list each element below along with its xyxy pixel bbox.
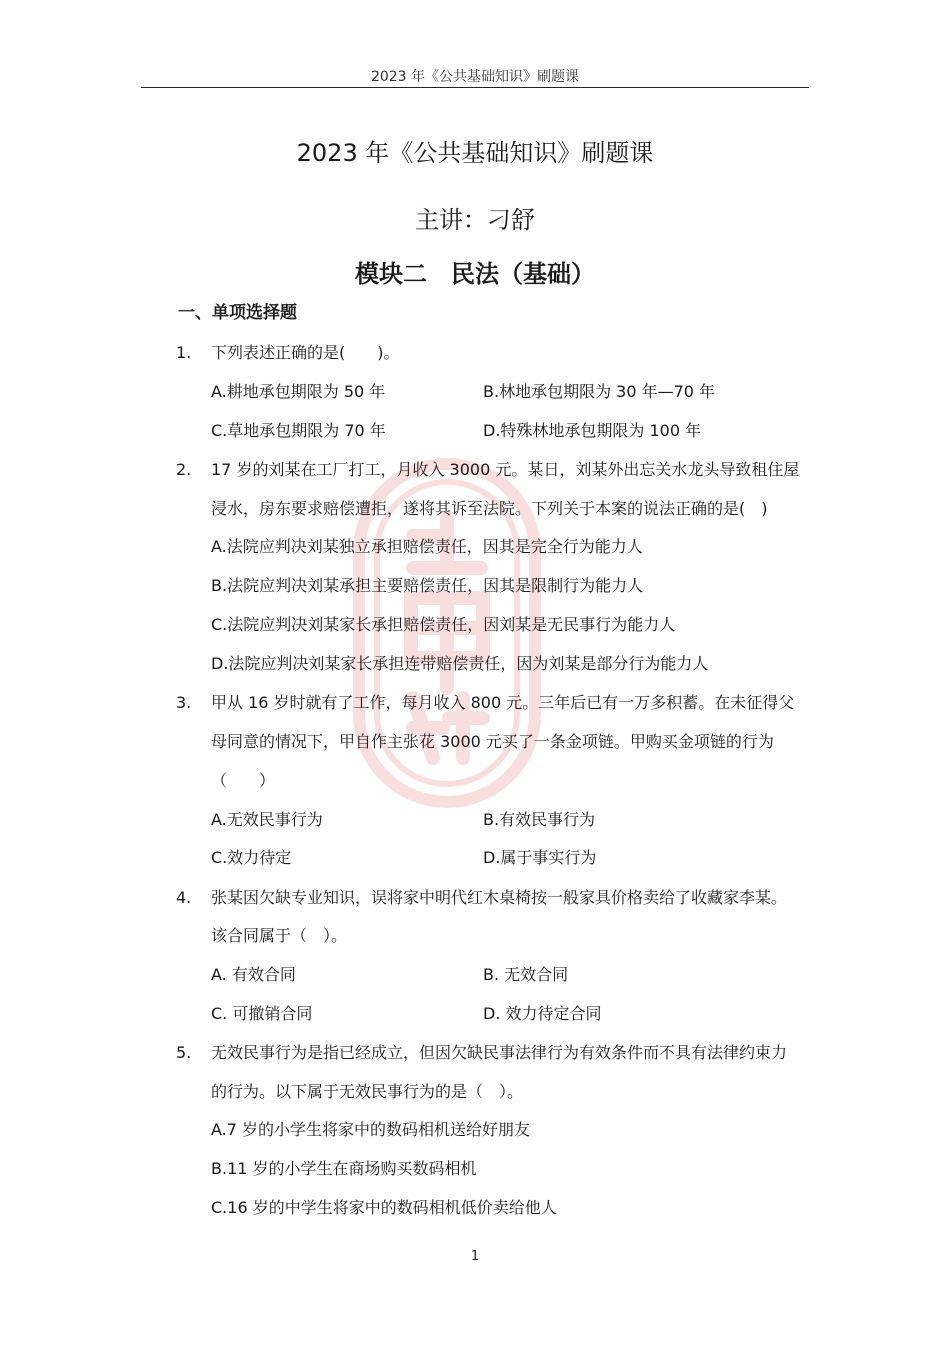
- answer-option: C. 可撤销合同: [211, 1004, 313, 1023]
- answer-option: D.属于事实行为: [483, 848, 597, 867]
- answer-option: C.效力待定: [211, 848, 292, 867]
- answer-option: A.法院应判决刘某独立承担赔偿责任，因其是完全行为能力人: [211, 537, 643, 556]
- question-text: 17 岁的刘某在工厂打工，月收入 3000 元。某日，刘某外出忘关水龙头导致租住屋: [211, 460, 800, 479]
- module-heading: 模块二 民法（基础）: [355, 260, 595, 288]
- document-title: 2023 年《公共基础知识》刷题课: [296, 139, 654, 167]
- answer-option: C.法院应判决刘某家长承担赔偿责任，因刘某是无民事行为能力人: [211, 615, 676, 634]
- question-number: 5.: [176, 1043, 192, 1062]
- question-text: 浸水，房东要求赔偿遭拒，遂将其诉至法院。下列关于本案的说法正确的是( ): [211, 499, 768, 518]
- question-number: 3.: [176, 693, 192, 712]
- question-text: 该合同属于（ ）。: [211, 926, 348, 945]
- answer-option: A. 有效合同: [211, 965, 296, 984]
- answer-option: D.特殊林地承包期限为 100 年: [483, 421, 702, 440]
- header-divider: [141, 87, 809, 88]
- question-number: 4.: [176, 888, 192, 907]
- question-text: 母同意的情况下，甲自作主张花 3000 元买了一条金项链。甲购买金项链的行为: [211, 732, 774, 751]
- answer-option: C.草地承包期限为 70 年: [211, 421, 386, 440]
- question-number: 2.: [176, 460, 192, 479]
- answer-option: B.法院应判决刘某承担主要赔偿责任，因其是限制行为能力人: [211, 576, 644, 595]
- answer-option: B.林地承包期限为 30 年—70 年: [483, 382, 716, 401]
- answer-option: C.16 岁的中学生将家中的数码相机低价卖给他人: [211, 1198, 557, 1217]
- question-number: 1.: [176, 343, 192, 362]
- question-text: 下列表述正确的是( )。: [211, 343, 400, 362]
- answer-option: A.无效民事行为: [211, 810, 323, 829]
- page-number: 1: [470, 1249, 480, 1264]
- question-text: 甲从 16 岁时就有了工作，每月收入 800 元。三年后已有一万多积蓄。在未征得父: [211, 693, 795, 712]
- answer-option: A.7 岁的小学生将家中的数码相机送给好朋友: [211, 1120, 531, 1139]
- question-text: 无效民事行为是指已经成立，但因欠缺民事法律行为有效条件而不具有法律约束力: [211, 1043, 788, 1062]
- answer-option: B. 无效合同: [483, 965, 569, 984]
- answer-option: B.11 岁的小学生在商场购买数码相机: [211, 1159, 477, 1178]
- section-heading: 一、单项选择题: [178, 303, 297, 323]
- running-header: 2023 年《公共基础知识》刷题课: [370, 69, 580, 85]
- question-text: 的行为。以下属于无效民事行为的是（ ）。: [211, 1082, 524, 1101]
- answer-option: D. 效力待定合同: [483, 1004, 602, 1023]
- answer-option: D.法院应判决刘某家长承担连带赔偿责任，因为刘某是部分行为能力人: [211, 654, 709, 673]
- answer-option: B.有效民事行为: [483, 810, 596, 829]
- question-text: 张某因欠缺专业知识，误将家中明代红木桌椅按一般家具价格卖给了收藏家李某。: [211, 888, 788, 907]
- question-text: （ ）: [211, 771, 276, 790]
- answer-option: A.耕地承包期限为 50 年: [211, 382, 386, 401]
- lecturer-line: 主讲：刁舒: [415, 206, 535, 234]
